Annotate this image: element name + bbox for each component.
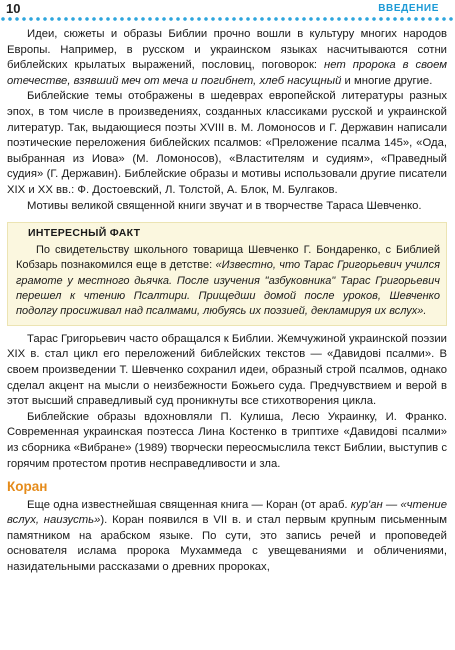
paragraph-1 [7,27,447,89]
page-content [7,27,447,576]
decorative-dot-border [0,16,455,22]
italic-etymology: кур'ан — «чтение вслух, наизусть» [7,498,447,527]
paragraph-koran [7,498,447,576]
section-title: ВВЕДЕНИЕ [378,3,439,14]
paragraph-5: Библейские образы вдохновляли П. Кулиша, Лесю Украинку, И. Франко. Современная украинская поэтесса Лина Костенко в триптихе «Давидові псалми» из сборника «Вибране» (1989) творчески переосмыслила текст Библии, выступив с горячим протестом против несправедливости и зла. [7,410,447,470]
paragraph-2: Библейские темы отображены в шедеврах европейской литературы разных эпох, в том числе в произведениях, созданных классиками русской и украинской литератур. Так, выдающиеся поэты XVIII в. М. Ломоносов и Г. Державин написали поэтические переложения библейских псалмов: «Преложение псалма 145», «Ода, выбранная из Иова» (М. Ломоносов), «Властителям и судиям», «Праведный судия» (Г. Державин). Библейские образы и мотивы использовали другие писатели XIX и XX вв.: Ф. Достоевский, Л. Толстой, А. Блок, М. Булгаков. [7,90,447,196]
paragraph-text: и многие другие. [341,74,433,87]
paragraph-text: Идеи, сюжеты и образы Библии прочно вошли в культуру многих народов Европы. Например, в русском и украинском языках насчитываются сотни библейских крылатых выражений, пословиц, поговорок: [7,28,447,72]
interesting-fact-box [7,222,447,326]
section-heading-koran: Коран [7,479,48,495]
italic-phrases: нет пророка в своем отечестве, взявший меч от меча и погибнет, хлеб насущный [7,59,447,87]
paragraph-text: ). Коран появился в VII в. и стал первым крупным письменным памятником на арабском языке. По сути, это запись речей и проповедей основателя ислама пророка Мухаммеда с увещеваниями и обличениями, назидательными рассказами о древних пророках, [7,514,447,574]
fact-intro: По свидетельству школьного товарища Шевченко Г. Бондаренко, с Библией Кобзарь познакомился еще в детстве: [16,243,440,272]
fact-title: ИНТЕРЕСНЫЙ ФАКТ [28,227,141,240]
paragraph-4: Тарас Григорьевич часто обращался к Библии. Жемчужиной украинской поэзии XIX в. стал цикл его переложений библейских текстов — «Давидові псалми». В своем произведении Т. Шевченко сохранил идеи, образный строй псалмов, однако сделал акцент на мысли о неизбежности Божьего суда. Предчувствием и верой в этот высший справедливый суд проникнуты все стихотворения цикла. [7,332,447,408]
fact-text [16,243,440,320]
paragraph-text: Еще одна известнейшая священная книга — Коран (от араб. [27,498,351,511]
page-number: 10 [6,1,21,16]
page-header [0,0,455,22]
paragraph-3: Мотивы великой священной книги звучат и в творчестве Тараса Шевченко. [27,199,422,212]
fact-quote: «Известно, что Тарас Григорьевич учился грамоте у местного дьячка. После изучения "азбуковника" Тарас Григорьевич перешел к чтению Псалтири. Прищедши домой после уроков, Шевченко подолгу просиживал над псалмами, любуясь их поэзией, декламируя их вслух». [16,259,440,318]
